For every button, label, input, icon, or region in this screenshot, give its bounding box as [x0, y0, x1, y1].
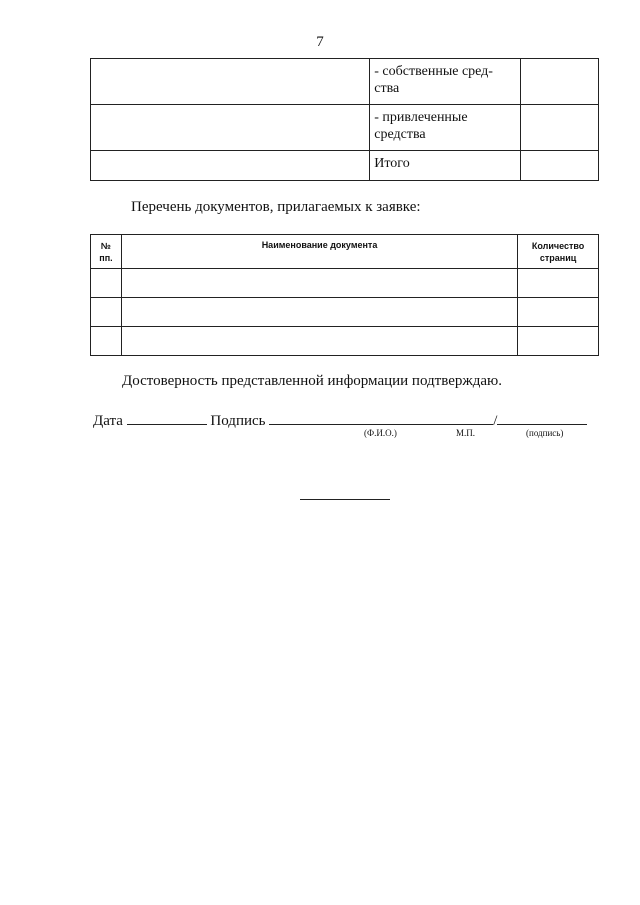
table-cell	[91, 105, 370, 151]
table-cell	[518, 298, 599, 327]
caption-mp: М.П.	[456, 428, 476, 438]
table-cell	[518, 327, 599, 356]
table-cell	[121, 298, 517, 327]
table-cell	[91, 327, 122, 356]
date-label: Дата	[93, 413, 123, 429]
table-cell	[521, 105, 599, 151]
table-cell	[91, 298, 122, 327]
caption-signature: (подпись)	[526, 428, 564, 438]
table-row	[91, 59, 599, 105]
table-cell	[521, 59, 599, 105]
table-cell	[91, 59, 370, 105]
header-page-count: Количество страниц	[518, 235, 599, 269]
caption-fio: (Ф.И.О.)	[364, 428, 397, 438]
fio-line	[269, 410, 493, 425]
table-cell	[91, 151, 370, 181]
table-cell	[518, 269, 599, 298]
documents-table	[90, 234, 599, 356]
table-row	[91, 298, 599, 327]
funding-table	[90, 58, 599, 181]
signature-row	[93, 410, 587, 430]
table-cell	[521, 151, 599, 181]
sign-label: Подпись	[210, 413, 266, 429]
header-number: № пп.	[91, 235, 122, 269]
table-row	[91, 327, 599, 356]
table-header-row	[91, 235, 599, 269]
sign-line	[497, 410, 587, 425]
documents-list-title: Перечень документов, прилагаемых к заявке:	[131, 199, 421, 215]
slash: /	[493, 413, 498, 429]
table-row	[91, 269, 599, 298]
table-cell	[91, 269, 122, 298]
table-row	[91, 151, 599, 181]
funding-label-total: Итого	[370, 151, 521, 181]
date-line	[127, 410, 207, 425]
table-cell	[121, 269, 517, 298]
end-divider	[300, 499, 390, 500]
funding-label-borrowed: - привлеченные средства	[370, 105, 521, 151]
table-row	[91, 105, 599, 151]
funding-label-own: - собственные сред- ства	[370, 59, 521, 105]
confirmation-text: Достоверность представленной информации подтверждаю.	[122, 373, 502, 389]
header-document-name: Наименование документа	[121, 235, 517, 269]
page-number: 7	[316, 34, 324, 50]
table-cell	[121, 327, 517, 356]
